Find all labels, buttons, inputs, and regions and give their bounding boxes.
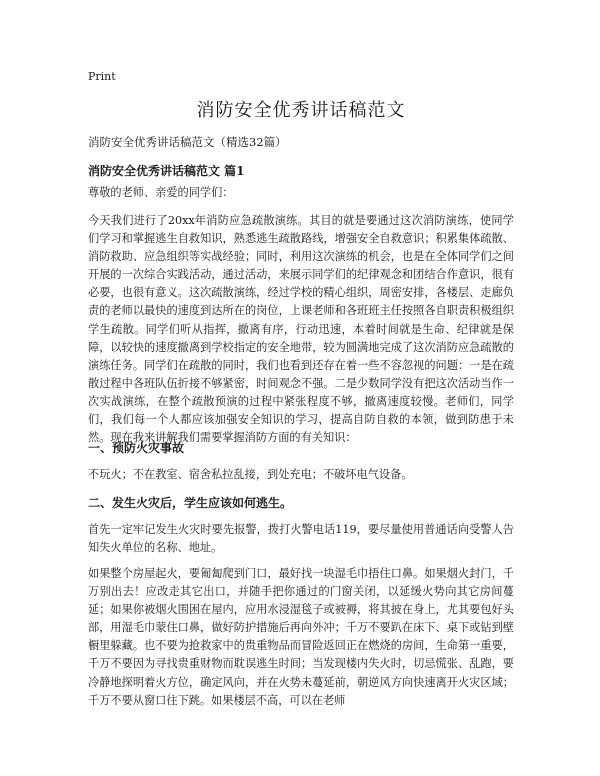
paragraph-escape-steps: 如果整个房屋起火，要匍匐爬到门口，最好找一块湿毛巾捂住口鼻。如果烟火封门，千万别出去！应改走其它出口，并随手把你通过的门窗关闭，以延缓火势向其它房间蔓延；如果你被烟火围困在屋内，应用水浸湿毯子或被褥，将其披在身上，尤其要包好头部，用湿毛巾蒙住口鼻，做好防护措施后再向外冲；千万不要趴在床下、桌下或钻到壁橱里躲藏。也不要为抢救家中的贵重物品而冒险返回正在燃烧的房间，生命第一重要，千万不要因为寻找贵重财物而耽误逃生时间；当发现楼内失火时，切忌慌张、乱跑，要冷静地探明着火方位，确定风向，并在火势未蔓延前，朝逆风方向快速离开火灾区域；千万不要从窗口往下跳。如果楼层不高，可以在老师	[88, 567, 514, 707]
section-heading: 消防安全优秀讲话稿范文 篇1	[88, 164, 245, 178]
paragraph-intro: 今天我们进行了20xx年消防应急疏散演练。其目的就是要通过这次消防演练，使同学们学习和掌握逃生自救知识，熟悉逃生疏散路线，增强安全自救意识；积累集体疏散、消防救助、应急组织等实战经验；同时，利用这次演练的机会，也是在全体同学们之间开展的一次综合实践活动，通过活动，来展示同学们的纪律观念和团结合作意识，很有必要，也很有意义。这次疏散演练，经过学校的精心组织，周密安排，各楼层、走廊负责的老师以最快的速度到达所在的岗位，上课老师和各班班主任按照各自职责积极组织学生疏散。同学们听从指挥，撤离有序，行动迅速，本着时间就是生命、纪律就是保障，以较快的速度撤离到学校指定的安全地带，较为圆满地完成了这次消防应急疏散的演练任务。同学们在疏散的同时，我们也看到还存在着一些不容忽视的问题：一是在疏散过程中各班队伍折接不够紧密，时间观念不强。二是少数同学没有把这次活动当作一次实战演练，在整个疏散预演的过程中紧张程度不够，撤离速度较慢。老师们，同学们，我们每一个人都应该加强安全知识的学习，提高自防自救的本领，做到防患于未然。现在我来讲解我们需要掌握消防方面的有关知识：	[88, 214, 514, 445]
heading-escape: 二、发生火灾后，学生应该如何逃生。	[88, 496, 293, 510]
greeting: 尊敬的老师、亲爱的同学们：	[88, 186, 234, 199]
document-subtitle: 消防安全优秀讲话稿范文（精选32篇）	[88, 135, 287, 149]
paragraph-prevention: 不玩火；不在教室、宿舍私拉乱接，到处充电；不破坏电气设备。	[88, 468, 413, 481]
print-link[interactable]: Print	[88, 70, 116, 83]
paragraph-report: 首先一定牢记发生火灾时要先报警，拨打火警电话119，要尽量使用普通话向受警人告知失火单位的名称、地址。	[88, 523, 514, 555]
document-title: 消防安全优秀讲话稿范文	[196, 100, 406, 121]
heading-fire-prevention: 一、预防火灾事故	[88, 441, 185, 455]
